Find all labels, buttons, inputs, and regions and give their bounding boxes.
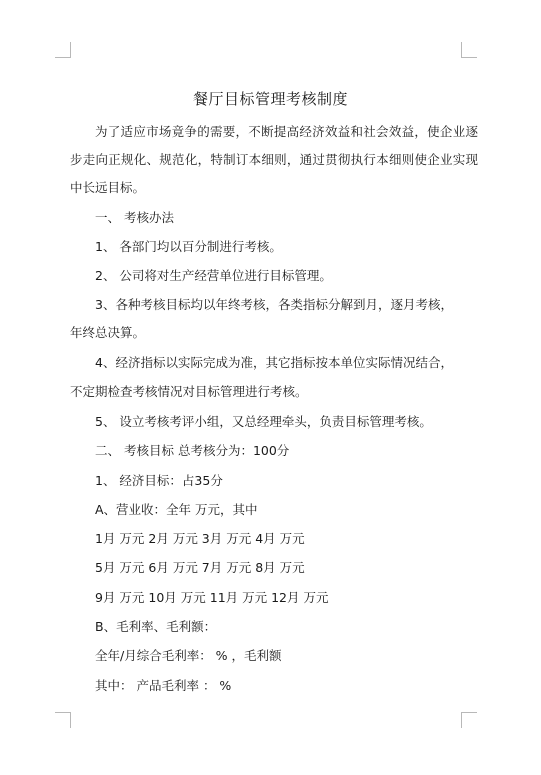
crop-mark-top-right-h	[461, 57, 477, 58]
list-item: 3、各种考核目标均以年终考核，各类指标分解到月，逐月考核，	[95, 297, 453, 312]
crop-mark-bottom-left-h	[55, 712, 71, 713]
crop-mark-bottom-right-v	[461, 712, 462, 728]
list-item: 1、 各部门均以百分制进行考核。	[95, 239, 282, 254]
crop-mark-top-right-v	[461, 42, 462, 58]
list-item-continuation: 不定期检查考核情况对目标管理进行考核。	[70, 384, 308, 399]
intro-paragraph: 为了适应市场竟争的需要，不断提高经济效益和社会效益，使企业逐步走向正规化、规范化，特制订本细则，通过贯彻执行本细则使企业实现中长远目标。	[70, 124, 478, 195]
monthly-row-2: 5月 万元 6月 万元 7月 万元 8月 万元	[95, 560, 305, 575]
margin-line-1: 全年/月综合毛利率： % ，毛利额	[95, 648, 282, 663]
section-heading-1: 一、 考核办法	[95, 210, 174, 225]
crop-mark-bottom-left-v	[70, 712, 71, 728]
list-item: 5、 设立考核考评小组，又总经理牵头，负责目标管理考核。	[95, 414, 432, 429]
subsection-b: B、毛利率、毛利额：	[95, 619, 217, 634]
crop-mark-top-left-h	[55, 57, 71, 58]
list-item-continuation: 年终总决算。	[70, 325, 146, 340]
list-item: 4、经济指标以实际完成为准，其它指标按本单位实际情况结合，	[95, 355, 453, 370]
crop-mark-top-left-v	[70, 42, 71, 58]
section-heading-2: 二、 考核目标 总考核分为：100分	[95, 443, 290, 458]
monthly-row-1: 1月 万元 2月 万元 3月 万元 4月 万元	[95, 531, 305, 546]
monthly-row-3: 9月 万元 10月 万元 11月 万元 12月 万元	[95, 590, 329, 605]
list-item: 2、 公司将对生产经营单位进行目标管理。	[95, 268, 332, 283]
crop-mark-bottom-right-h	[461, 712, 477, 713]
list-item: 1、 经济目标：占35分	[95, 473, 223, 488]
document-title: 餐厅目标管理考核制度	[192, 90, 348, 108]
subsection-a: A、营业收：全年 万元，其中	[95, 502, 258, 517]
margin-line-2: 其中： 产品毛利率 ： %	[95, 678, 232, 693]
